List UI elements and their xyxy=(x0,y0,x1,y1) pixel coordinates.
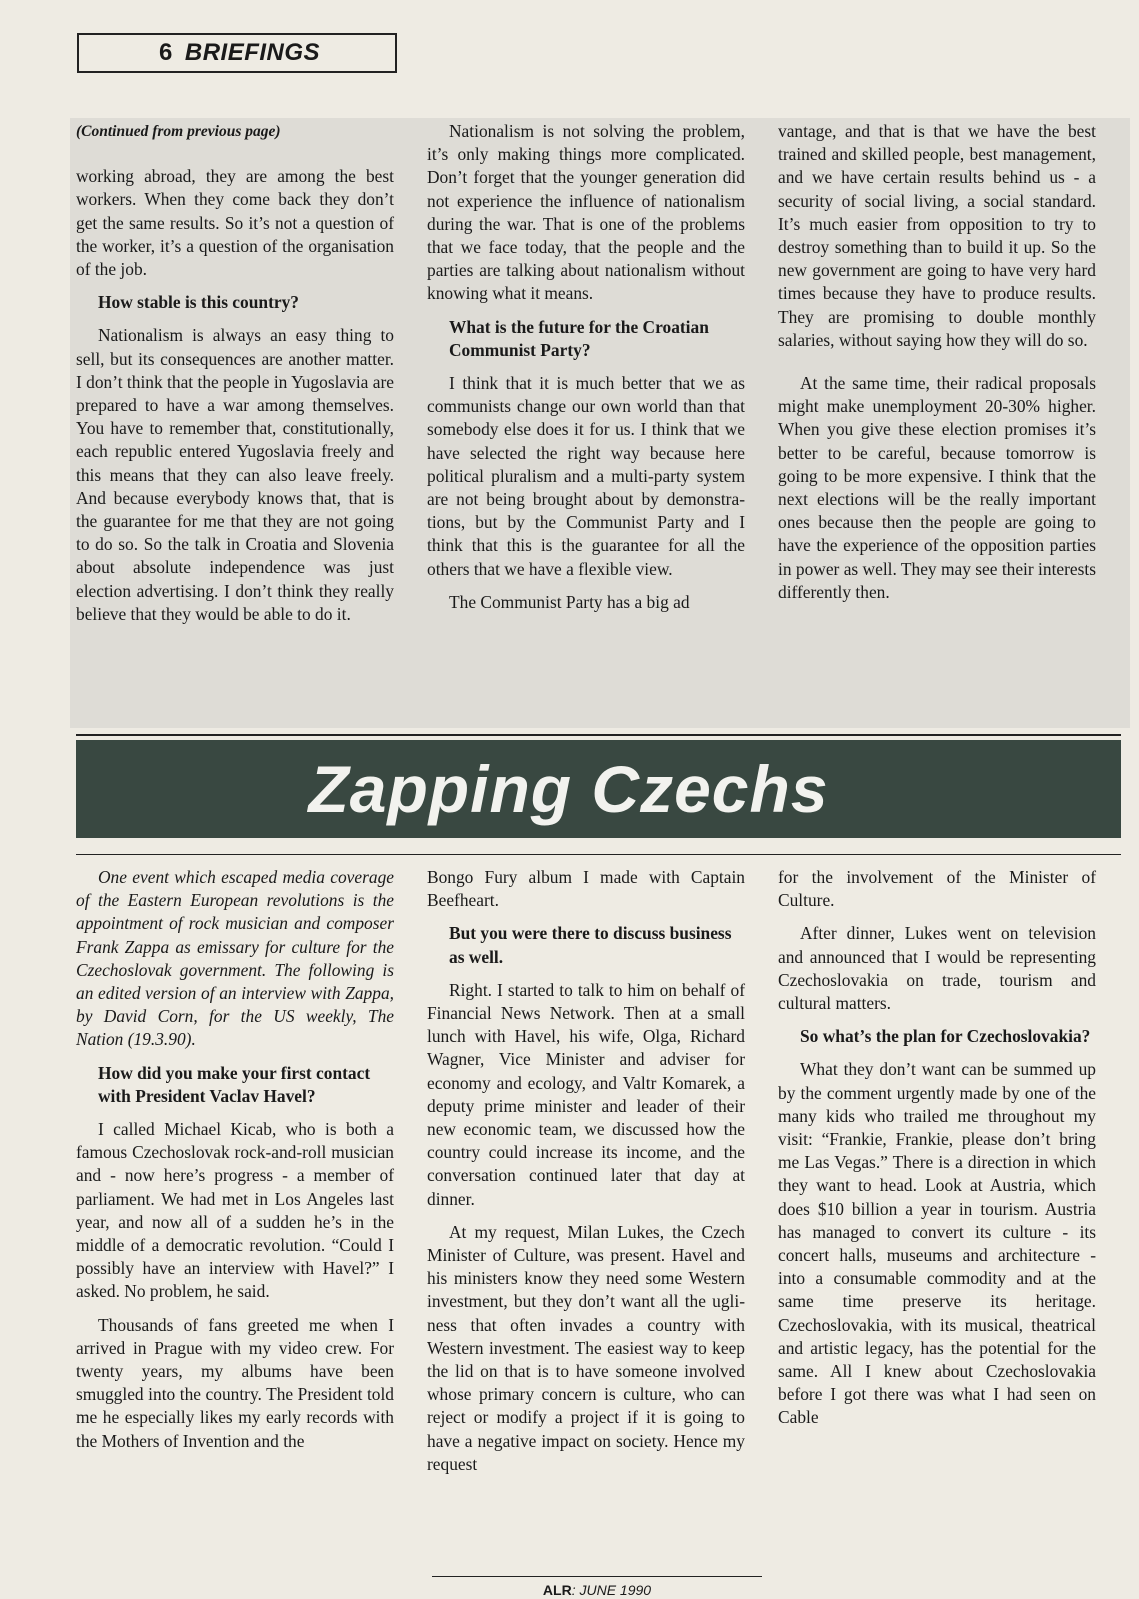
paragraph: The Communist Party has a big ad xyxy=(449,591,690,612)
paragraph: What they don’t want can be summed up by the comment urgently made by one of the many kids who trailed me throughout my visit: “Frankie, Frankie, please don’t bring me Las Vegas.” There is a direction in which they want to head. Look at Austria, which does $10 billion a year in tourism. Austria has managed to convert its culture - its concert halls, museums and architecture - into a consumable commodity and at the same time preserve its heritage. Czechoslovakia, with its musical, theatrical and artistic legacy, has the potential for the same. All I knew about Czechoslovakia before I got there was what I had seen on Cable xyxy=(778,1059,1096,1428)
article1-column-1 xyxy=(76,120,394,626)
paragraph: Thousands of fans greeted me when I arrived in Prague with my video crew. For twenty years, my albums have been smuggled into the country. The President told me he especially likes my early records with the Mothers of Invention and the xyxy=(76,1314,394,1451)
paragraph: Right. I started to talk to him on behalf of Financial News Network. Then at a small lunch with Havel, his wife, Olga, Richard Wagner, Vice Minister and adviser for economy and ecology, and Valtr Komarek, a deputy prime minister and leader of their new economic team, we discussed how the country could increase its income, and the conversation continued later that day at dinner. xyxy=(427,979,745,1209)
intro-paragraph: One event which escaped media coverage of the Eastern European revolutions is the appointment of rock musician and composer Frank Zappa as emissary for culture for the Czechoslovak government. The following is an edited version of an interview with Zappa, by David Corn, for the US weekly, The Nation (19.3.90). xyxy=(76,867,394,1050)
paragraph: Nationalism is always an easy thing to sell, but its consequences are another matter. I don’t think that the people in Yugoslavia are prepared to have a war among themselves. You have to remember that, constitutionally, each republic entered Yugoslavia freely and this means that they can also leave freely. And because everybody knows that, that is the guarantee for me that they are not going to do so. So the talk in Croatia and Slovenia about absolute independence was just election advertising. I don’t think they really believe that they would be able to do it. xyxy=(76,325,394,624)
page-footer xyxy=(432,1582,762,1598)
paragraph: Nationalism is not solving the problem, it’s only making things more complicated. Don’t forget that the younger generation did not experience the influence of nationalism during the war. That is one of the problems that we face today, that the people and the parties are talking about nationalism without knowing what it means. xyxy=(427,121,745,304)
question: How did you make your first contact with President Vaclav Havel? xyxy=(98,1062,371,1106)
question: But you were there to discuss business as well. xyxy=(449,923,732,967)
issue-date: : JUNE 1990 xyxy=(571,1582,652,1598)
divider xyxy=(76,734,1121,736)
publication-name: ALR xyxy=(542,1582,572,1598)
article2-column-1 xyxy=(76,866,394,1453)
paragraph: At my request, Milan Lukes, the Czech Minister of Culture, was present. Havel and his ministers know they need some Western investment, but they don’t want all the ugliness that often invades a country with Western investment. The easiest way to keep the lid on that is to have someone involved whose primary concern is culture, who can reject or modify a project if it is going to have a negative impact on society. Hence my request xyxy=(427,1221,745,1474)
paragraph: vantage, and that is that we have the best trained and skilled people, best management, and we have certain results behind us - a security of social living, a social standard. It’s much easier from opposition to try to destroy something than to build it up. So the new government are going to have very hard times because they have to produce results. They are promising to double monthly salaries, without saying how they will do so. xyxy=(778,121,1096,350)
paragraph: At the same time, their radical proposals might make unemployment 20-30% higher. When you give these election promises it’s better to be careful, because tomorrow is going to be more expensive. I think that the next elections will be the really important ones because then the people are going to have the experience of the opposition parties in power as well. They may see their interests differently then. xyxy=(778,373,1096,602)
page-header xyxy=(77,33,397,73)
article1-column-3 xyxy=(778,120,1096,604)
question: What is the future for the Croatian Communist Party? xyxy=(449,316,709,360)
section-title: BRIEFINGS xyxy=(184,39,321,66)
article2-column-3 xyxy=(778,866,1096,1430)
paragraph: for the involvement of the Minister of Culture. xyxy=(778,867,1096,911)
footer-divider xyxy=(432,1576,762,1577)
paragraph: After dinner, Lukes went on television and announced that I would be representing Czechoslovakia on trade, tourism and cultural matters. xyxy=(778,923,1096,1014)
page-number: 6 xyxy=(159,39,173,66)
headline: Zapping Czechs xyxy=(308,752,829,826)
paragraph: I think that it is much better that we as communists change our own world than that somebody else does it for us. I think that we have selected the right way because here political pluralism and a multi-party system are not being brought about by demonstrations, but by the Communist Party and I think that this is the guarantee for all the others that we have a flexible view. xyxy=(427,373,745,579)
question: So what’s the plan for Czechoslovakia? xyxy=(800,1026,1091,1047)
paragraph: working abroad, they are among the best workers. When they come back they don’t get the same results. So it’s not a question of the worker, it’s a question of the organisation of the job. xyxy=(76,166,394,280)
headline-banner xyxy=(76,740,1121,838)
paragraph: I called Michael Kicab, who is both a famous Czechoslovak rock-and-roll musician and - now here’s progress - a member of parliament. We had met in Los Angeles last year, and now all of a sudden he’s in the middle of a democratic revolution. “Could I possibly have an interview with Havel?” I asked. No problem, he said. xyxy=(76,1119,394,1302)
divider xyxy=(76,854,1121,855)
question: How stable is this country? xyxy=(98,292,299,313)
paragraph: Bongo Fury album I made with Captain Beefheart. xyxy=(427,867,745,911)
article2-column-2 xyxy=(427,866,745,1476)
article1-column-2 xyxy=(427,120,745,614)
continued-label: (Continued from previous page) xyxy=(76,123,281,140)
